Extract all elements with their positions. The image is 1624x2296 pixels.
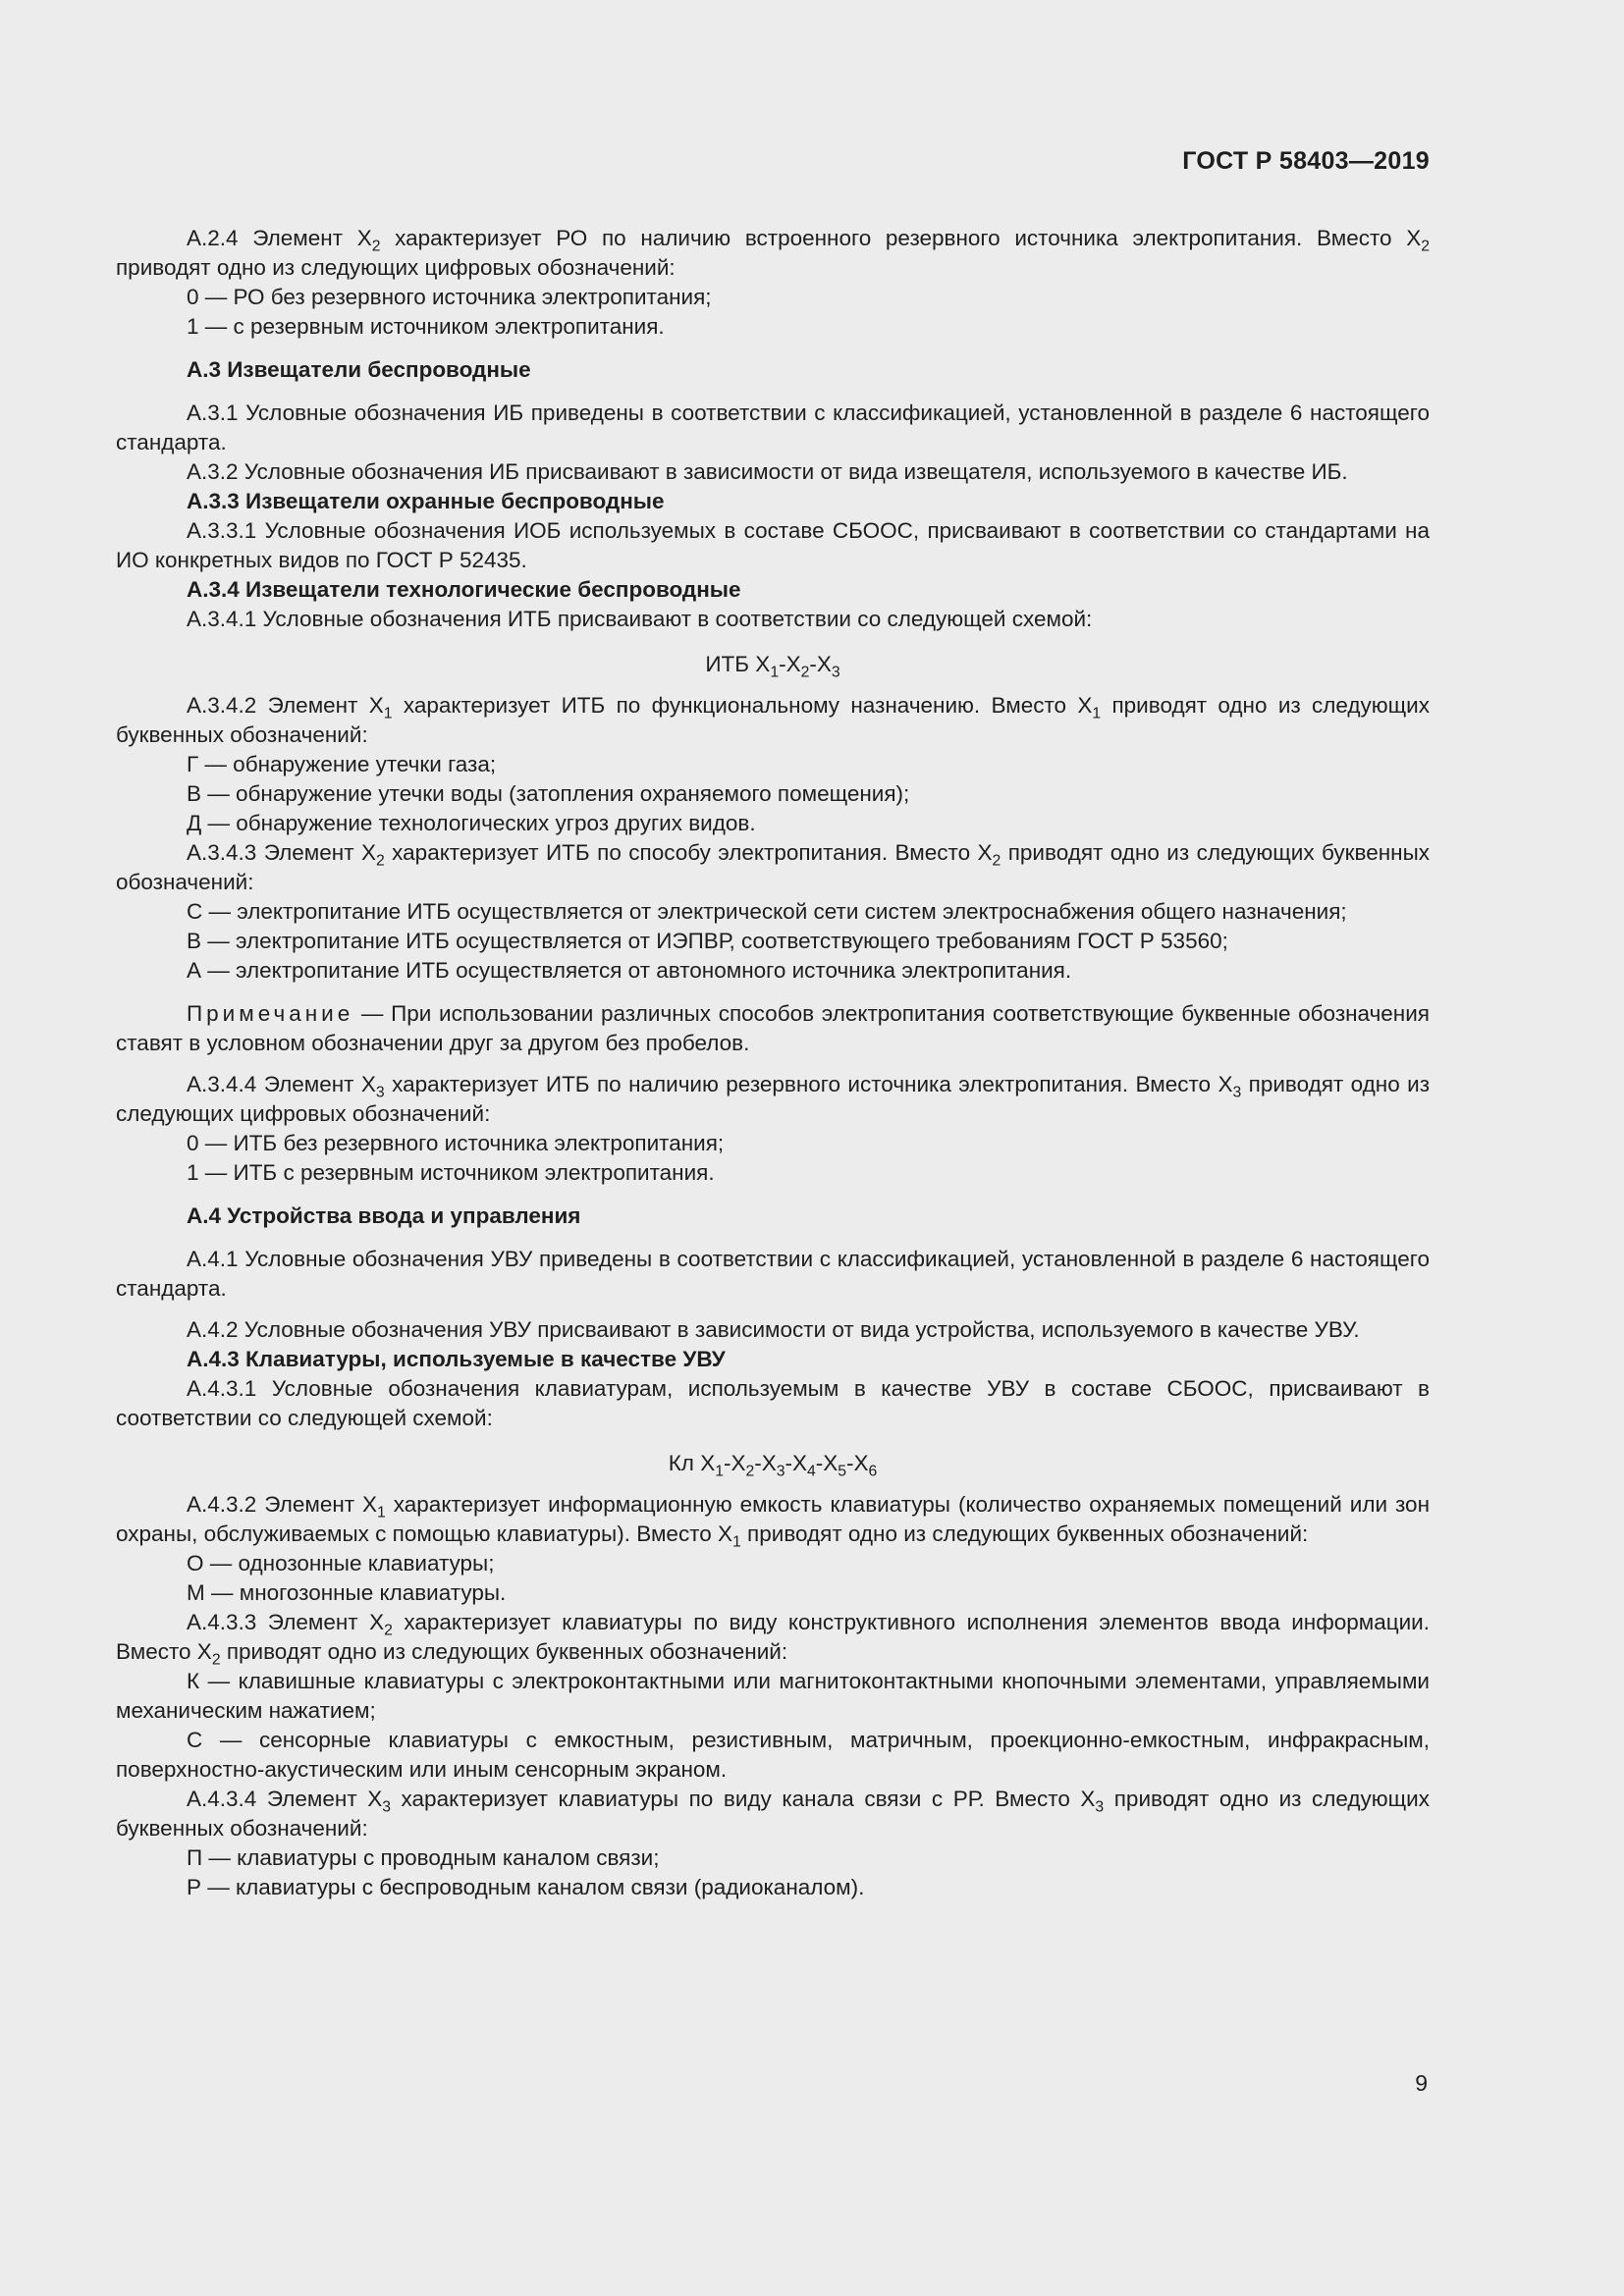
paragraph-a-4-3-1: А.4.3.1 Условные обозначения клавиатурам, используемым в качестве УВУ в составе СБООС, присваивают в соответствии со следующей схемой:: [116, 1376, 1430, 1430]
subsection-heading-a-3-3: А.3.3 Извещатели охранные беспроводные: [187, 489, 665, 513]
list-item: 0 — ИТБ без резервного источника электропитания;: [187, 1131, 725, 1155]
note-text: — При использовании различных способов электропитания соответствующие буквенные обозначения ставят в условном обозначении друг за другом без пробелов.: [116, 1001, 1430, 1055]
document-body: [116, 224, 1430, 1902]
paragraph-a-2-4: А.2.4 Элемент $X_2$ характеризует РО по наличию встроенного резервного источника электропитания. Вместо $X_2$ приводят одно из следующих цифровых обозначений:: [116, 226, 1430, 280]
document-header-standard-number: ГОСТ Р 58403—2019: [1182, 147, 1430, 175]
list-item: В — обнаружение утечки воды (затопления охраняемого помещения);: [187, 781, 910, 806]
list-item: В — электропитание ИТБ осуществляется от ИЭПВР, соответствующего требованиям ГОСТ Р 53560;: [187, 929, 1228, 953]
paragraph-a-3-4-4: А.3.4.4 Элемент $X_3$ характеризует ИТБ по наличию резервного источника электропитания. Вместо $X_3$ приводят одно из следующих цифровых обозначений:: [116, 1072, 1431, 1126]
paragraph-a-3-2: А.3.2 Условные обозначения ИБ присваивают в зависимости от вида извещателя, используемого в качестве ИБ.: [187, 459, 1348, 484]
list-item: А — электропитание ИТБ осуществляется от автономного источника электропитания.: [187, 958, 1072, 983]
paragraph-a-4-3-3: А.4.3.3 Элемент $X_2$ характеризует клавиатуры по виду конструктивного исполнения элементов ввода информации. Вместо $X_2$ приводят одно из следующих буквенных обозначений:: [116, 1610, 1430, 1669]
paragraph-a-3-4-1: А.3.4.1 Условные обозначения ИТБ присваивают в соответствии со следующей схемой:: [187, 607, 1093, 631]
list-item: Д — обнаружение технологических угроз других видов.: [187, 811, 756, 835]
list-item: С — электропитание ИТБ осуществляется от электрической сети систем электроснабжения общего назначения;: [187, 899, 1347, 924]
paragraph-a-4-3-4: А.4.3.4 Элемент $X_3$ характеризует клавиатуры по виду канала связи с РР. Вместо $X_3$ приводят одно из следующих буквенных обозначений:: [116, 1787, 1430, 1841]
paragraph-a-3-3-1: А.3.3.1 Условные обозначения ИОБ используемых в составе СБООС, присваивают в соответствии со стандартами на ИО конкретных видов по ГОСТ Р 52435.: [116, 518, 1430, 572]
list-item: К — клавишные клавиатуры с электроконтактными или магнитоконтактными кнопочными элементами, управляемыми механическим нажатием;: [116, 1669, 1430, 1723]
paragraph-a-4-3-2: А.4.3.2 Элемент $X_1$ характеризует информационную емкость клавиатуры (количество охраняемых помещений или зон охраны, обслуживаемых с помощью клавиатуры). Вместо $X_1$ приводят одно из следующих буквенных обозначений:: [116, 1492, 1430, 1551]
formula-itb: ИТБ $X_1-X_2-X_3$: [705, 652, 840, 681]
paragraph-a-4-2: А.4.2 Условные обозначения УВУ присваивают в зависимости от вида устройства, используемого в качестве УВУ.: [187, 1317, 1360, 1342]
note-label: Примечание: [187, 1001, 354, 1026]
list-item: 1 — ИТБ с резервным источником электропитания.: [187, 1160, 715, 1185]
section-heading-a-3: А.3 Извещатели беспроводные: [187, 357, 531, 382]
paragraph-a-3-1: А.3.1 Условные обозначения ИБ приведены в соответствии с классификацией, установленной в разделе 6 настоящего стандарта.: [116, 400, 1430, 454]
list-item: 0 — РО без резервного источника электропитания;: [187, 285, 712, 309]
paragraph-a-4-1: А.4.1 Условные обозначения УВУ приведены в соответствии с классификацией, установленной в разделе 6 настоящего стандарта.: [116, 1247, 1430, 1301]
list-item: С — сенсорные клавиатуры с емкостным, резистивным, матричным, проекционно-емкостным, инфракрасным, поверхностно-акустическим или иным сенсорным экраном.: [116, 1728, 1430, 1782]
page-number: 9: [1415, 2070, 1428, 2096]
list-item: О — однозонные клавиатуры;: [187, 1551, 495, 1575]
list-item: Р — клавиатуры с беспроводным каналом связи (радиоканалом).: [187, 1875, 865, 1899]
section-heading-a-4: А.4 Устройства ввода и управления: [187, 1203, 581, 1228]
subsection-heading-a-3-4: А.3.4 Извещатели технологические беспроводные: [187, 577, 741, 602]
list-item: П — клавиатуры с проводным каналом связи;: [187, 1845, 660, 1870]
list-item: 1 — с резервным источником электропитания.: [187, 314, 665, 339]
subsection-heading-a-4-3: А.4.3 Клавиатуры, используемые в качестве УВУ: [187, 1347, 726, 1371]
list-item: Г — обнаружение утечки газа;: [187, 752, 497, 776]
formula-kl: Кл $X_1-X_2-X_3-X_4-X_5-X_6$: [668, 1451, 878, 1480]
paragraph-a-3-4-2: А.3.4.2 Элемент $X_1$ характеризует ИТБ по функциональному назначению. Вместо $X_1$ приводят одно из следующих буквенных обозначений:: [116, 693, 1431, 747]
paragraph-a-3-4-3: А.3.4.3 Элемент $X_2$ характеризует ИТБ по способу электропитания. Вместо $X_2$ приводят одно из следующих буквенных обозначений:: [116, 840, 1430, 894]
list-item: М — многозонные клавиатуры.: [187, 1580, 507, 1605]
note: [116, 999, 1430, 1058]
